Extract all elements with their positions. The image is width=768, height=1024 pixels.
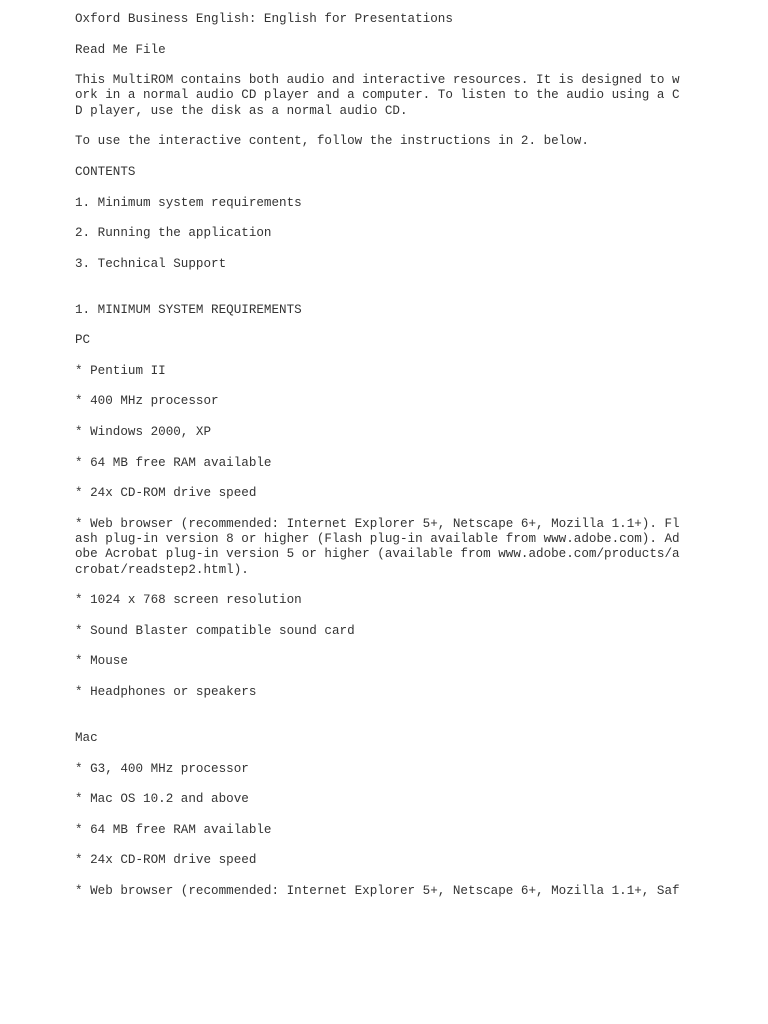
instruction-paragraph: To use the interactive content, follow the instructions in 2. below. [75, 134, 589, 149]
contents-item: 3. Technical Support [75, 256, 227, 271]
requirement-item: * Pentium II [75, 363, 166, 378]
section-heading: 1. MINIMUM SYSTEM REQUIREMENTS [75, 302, 302, 317]
intro-line: D player, use the disk as a normal audio CD. [75, 103, 408, 118]
spacer [75, 716, 685, 731]
intro-line: ork in a normal audio CD player and a computer. To listen to the audio using a C [75, 88, 680, 103]
browser-line: crobat/readstep2.html). [75, 562, 249, 577]
requirement-item: * Mac OS 10.2 and above [75, 792, 249, 807]
browser-line: obe Acrobat plug-in version 5 or higher (available from www.adobe.com/products/a [75, 547, 680, 562]
mac-browser-requirement: * Web browser (recommended: Internet Explorer 5+, Netscape 6+, Mozilla 1.1+, Saf [75, 883, 680, 898]
requirement-item: * 400 MHz processor [75, 394, 219, 409]
pc-browser-requirement [75, 517, 685, 578]
pc-heading: PC [75, 333, 91, 348]
document-title: Oxford Business English: English for Presentations [75, 12, 453, 26]
requirement-item: * G3, 400 MHz processor [75, 761, 249, 776]
contents-heading: CONTENTS [75, 164, 136, 179]
contents-item: 1. Minimum system requirements [75, 195, 302, 210]
requirement-item: * 64 MB free RAM available [75, 455, 272, 470]
spacer [75, 287, 685, 302]
intro-line: This MultiROM contains both audio and interactive resources. It is designed to w [75, 73, 680, 88]
requirement-item: * Sound Blaster compatible sound card [75, 623, 355, 638]
requirement-item: * Mouse [75, 654, 128, 669]
browser-line: * Web browser (recommended: Internet Explorer 5+, Netscape 6+, Mozilla 1.1+). Fl [75, 516, 680, 531]
intro-paragraph [75, 73, 685, 119]
requirement-item: * 24x CD-ROM drive speed [75, 853, 257, 868]
requirement-item: * 1024 x 768 screen resolution [75, 593, 302, 608]
browser-line: ash plug-in version 8 or higher (Flash plug-in available from www.adobe.com). Ad [75, 532, 680, 547]
requirement-item: * Windows 2000, XP [75, 425, 212, 440]
contents-item: 2. Running the application [75, 226, 272, 241]
requirement-item: * 24x CD-ROM drive speed [75, 486, 257, 501]
requirement-item: * 64 MB free RAM available [75, 822, 272, 837]
mac-heading: Mac [75, 730, 98, 745]
document-subtitle: Read Me File [75, 42, 166, 57]
requirement-item: * Headphones or speakers [75, 685, 257, 700]
document-page [75, 12, 685, 915]
